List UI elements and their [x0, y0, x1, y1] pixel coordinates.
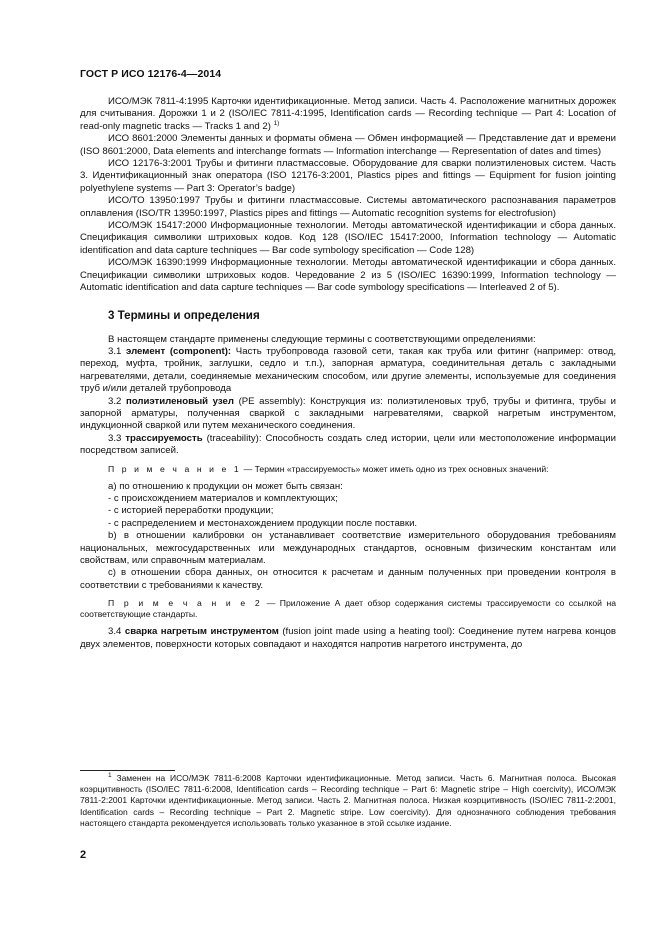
- document-header: ГОСТ Р ИСО 12176-4—2014: [80, 68, 222, 80]
- reference-item: ИСО/МЭК 16390:1999 Информационные технологии. Методы автоматической идентификации и сбора данных. Спецификации символики штриховых кодов. Чередование 2 из 5 (ISO/IEC 16390:1999, Information technology — Automatic identification and data capture techniques — Bar code symbology specifications — Interleaved 2 of 5).: [80, 257, 616, 294]
- reference-item: ИСО/МЭК 7811-4:1995 Карточки идентификационные. Метод записи. Часть 4. Расположение магнитных дорожек для считывания. Дорожки 1 и 2 (ISO/IEC 7811-4:1995, Identification cards — Recording technique — Part 4: Location of read-only magnetic tracks — Tracks 1 and 2) $^{1)}$: [80, 96, 616, 132]
- list-item: - с распределением и местонахождением продукции после поставки.: [108, 517, 418, 529]
- note-2: П р и м е ч а н и е 2 — Приложение А дает обзор содержания системы трассируемости со ссылкой на соответствующие стандарты.: [80, 598, 616, 620]
- reference-item: ИСО 12176-3:2001 Трубы и фитинги пластмассовые. Оборудование для сварки полиэтиленовых систем. Часть 3. Идентификационный знак оператора (ISO 12176-3:2001, Plastics pipes and fittings — Equipment for fusion jointing polyethylene systems — Part 3: Operator’s badge): [80, 158, 616, 194]
- section-intro: В настоящем стандарте применены следующие термины с соответствующими определениями:: [108, 333, 536, 345]
- note-1: П р и м е ч а н и е 1 — Термин «трассируемость» может иметь одно из трех основных значений:: [108, 463, 549, 474]
- meaning-b: b) в отношении калибровки он устанавливает соответствие измерительного оборудования требованиям национальных, межгосударственных или международных стандартов, основным физическим константам или свойствам, или справочным материалам.: [80, 530, 616, 566]
- document-body: [80, 96, 616, 651]
- list-item: - с происхождением материалов и комплектующих;: [108, 492, 338, 504]
- term-3-3: 3.3 трассируемость (traceability): Способность создать след истории, цели или местоположение информации посредством записей.: [80, 432, 616, 457]
- footnote: $^1$ Заменен на ИСО/МЭК 7811-6:2008 Карточки идентификационные. Метод записи. Часть 6. Магнитная полоса. Высокая коэрцитивность (ISO/IEC 7811-6:2008, Identification cards – Recording technique – Part 6: Magnetic stripe – High coercivity), ИСО/МЭК 7811-2:2001 Карточки идентификационные. Метод записи. Часть 2. Магнитная полоса. Низкая коэрцитивность (ISO/IEC 7811-2:2001, Identification cards – Recording technique – Part 2. Magnetic stripe. Low coercivity). Для однозначного соблюдения требования настоящего стандарта рекомендуется использовать только указанное в этой ссылке издание.: [80, 772, 616, 828]
- term-title: сварка нагретым инструментом: [124, 626, 279, 638]
- meaning-c: с) в отношении сбора данных, он относится к расчетам и данным полученных при проведении контроля в соответствии с требованиями к качеству.: [80, 567, 616, 591]
- term-3-4: 3.4 сварка нагретым инструментом (fusion joint made using a heating tool): Соединение путем нагрева концов двух элементов, поверхности которых совпадают и находятся напротив нагретого инструмента, до: [80, 626, 616, 650]
- list-item: - с историей переработки продукции;: [108, 505, 274, 517]
- footnote-number: 1: [108, 772, 112, 779]
- term-title: трассируемость: [125, 432, 203, 444]
- page-number: 2: [80, 849, 87, 861]
- meaning-list: [80, 481, 616, 531]
- reference-item: ИСО 8601:2000 Элементы данных и форматы обмена — Обмен информацией — Представление дат и времени (ISO 8601:2000, Data elements and interchange formats — Information interchange — Representation of dates and times): [80, 133, 616, 157]
- footnote-divider: [80, 770, 175, 771]
- term-3-1: 3.1 элемент (component): Часть трубопровода газовой сети, такая как труба или фитинг (например: отвод, переход, муфта, тройник, заглушки, седло и т.п.), запорная арматура, соединительная деталь с закладными нагревателями, детали, соединяемые механическим способом, или другие элементы, используемые для соединения труб и/или деталей трубопровода: [80, 345, 616, 395]
- reference-item: ИСО/ТО 13950:1997 Трубы и фитинги пластмассовые. Системы автоматического распознавания параметров оплавления (ISO/TR 13950:1997, Plastics pipes and fittings — Automatic recognition systems for electrofusion): [80, 195, 616, 219]
- section-heading: 3 Термины и определения: [108, 308, 260, 322]
- reference-item: ИСО/МЭК 15417:2000 Информационные технологии. Методы автоматической идентификации и сбора данных. Спецификация символики штриховых кодов. Код 128 (ISO/IEC 15417:2000, Information technology — Automatic identification and data capture techniques — Bar code symbology specification — Code 128): [80, 220, 616, 256]
- term-3-2: 3.2 полиэтиленовый узел (PE assembly): Конструкция из: полиэтиленовых труб, трубы и фитинга, трубы и запорной арматуры, полученная сваркой с закладными нагревателями, сваркой нагретым инструментом, индукционной сваркой или путем механического соединения.: [80, 395, 616, 432]
- list-item: а) по отношению к продукции он может быть связан:: [108, 480, 343, 492]
- footnote-mark: 1): [273, 119, 280, 127]
- term-title: элемент (component):: [126, 345, 232, 357]
- term-title: полиэтиленовый узел: [125, 395, 234, 407]
